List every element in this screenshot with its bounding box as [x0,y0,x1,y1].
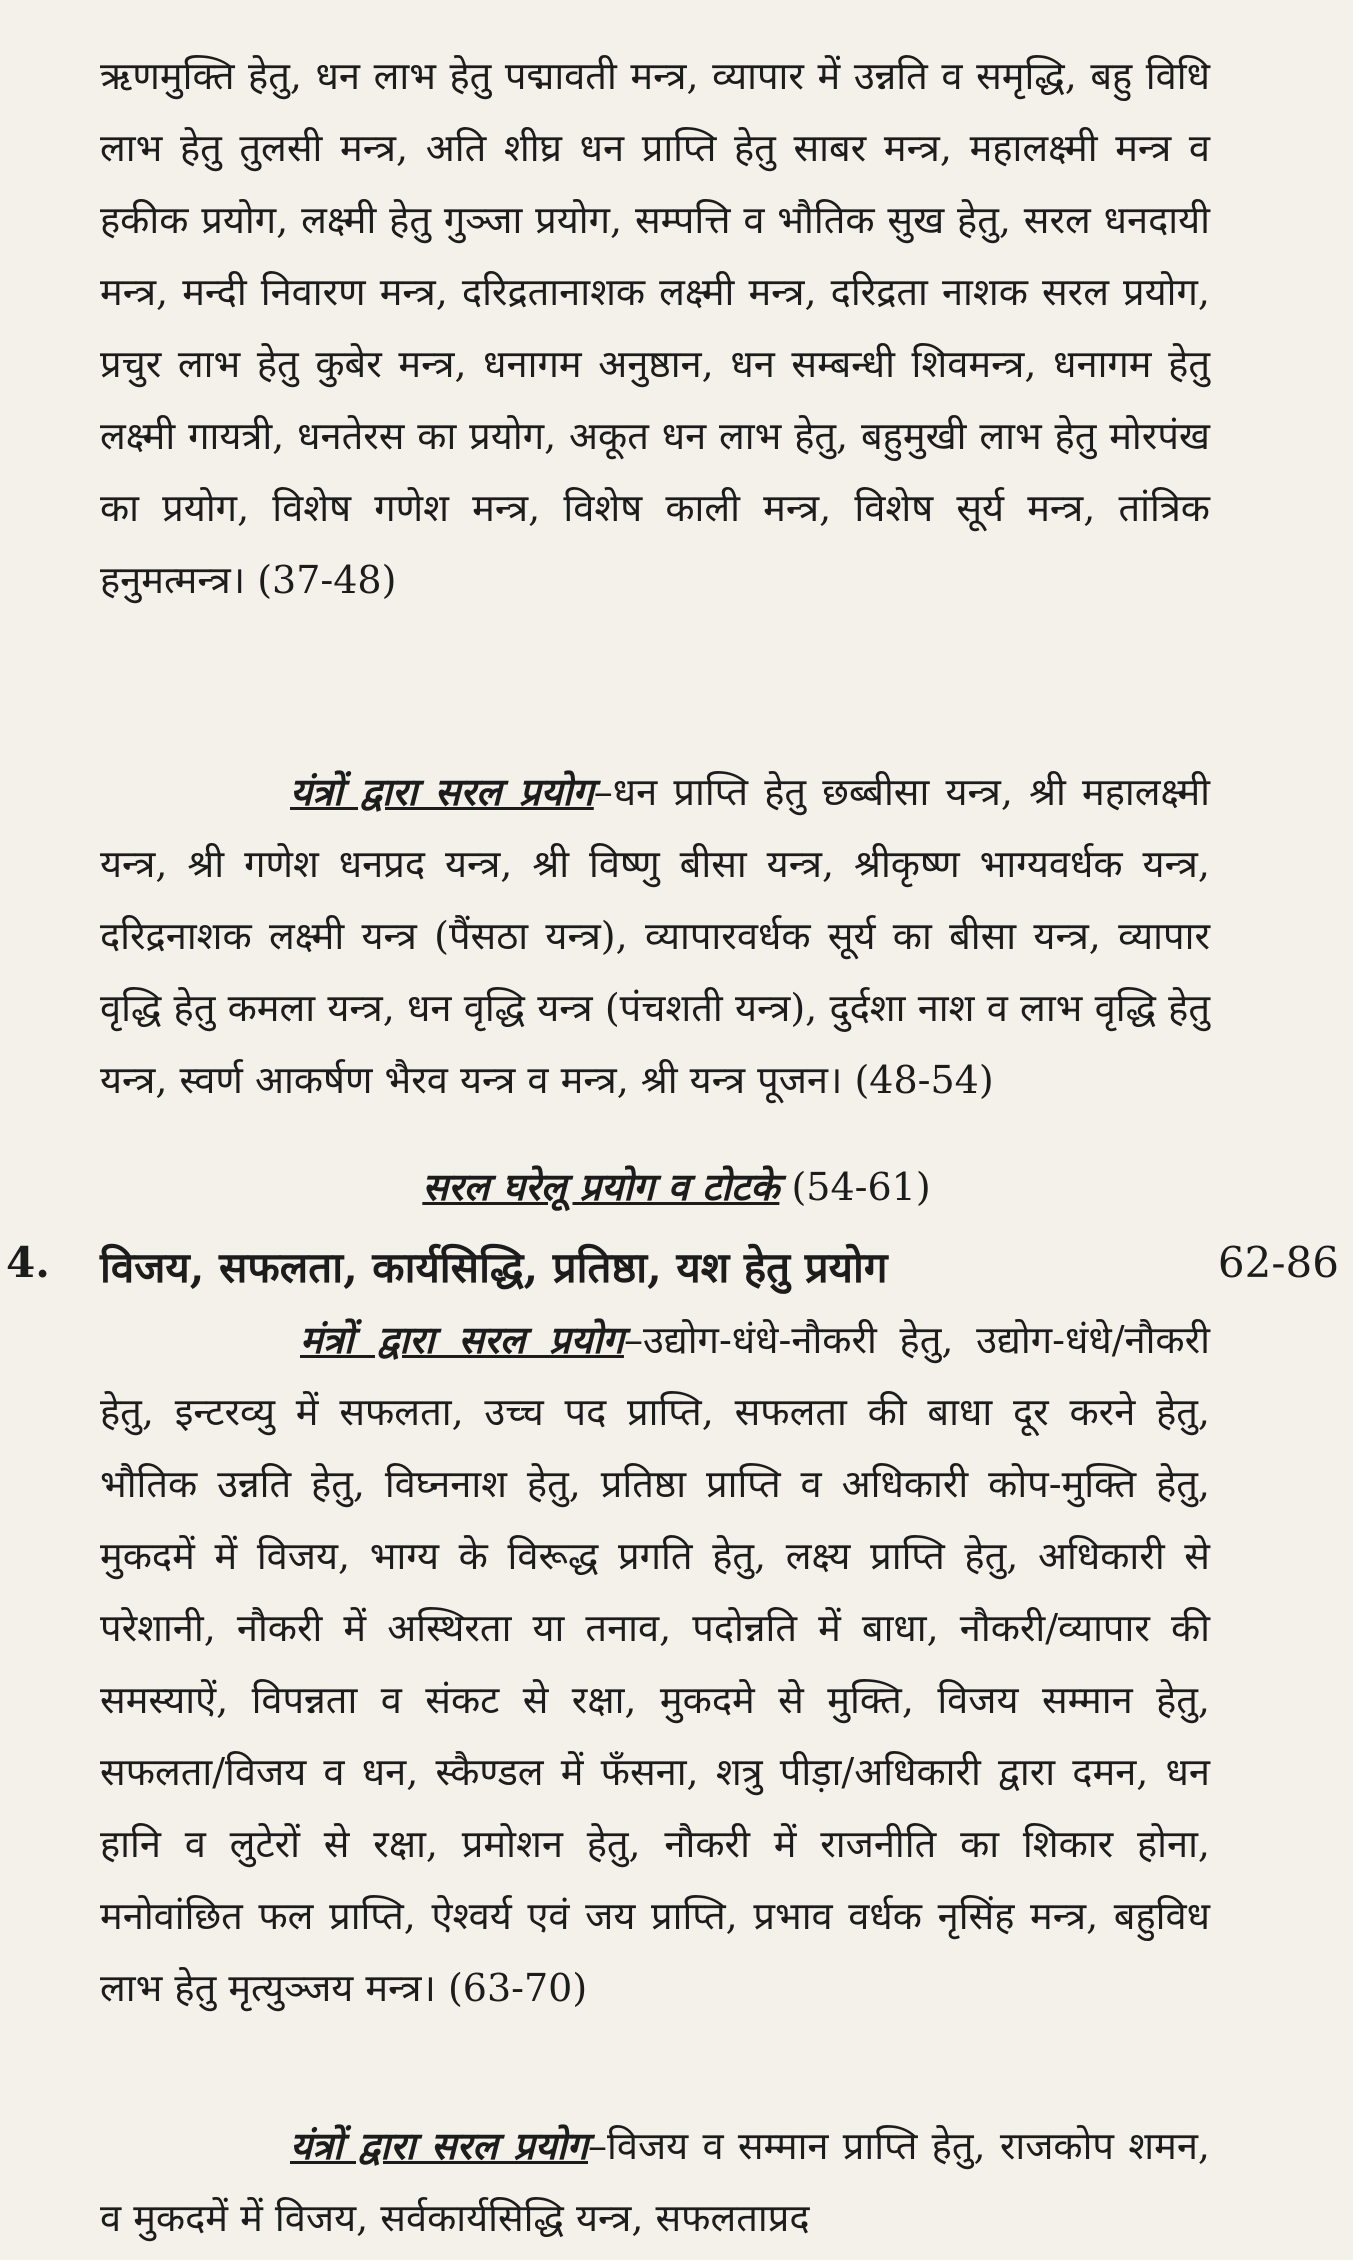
section-4-heading [0,1238,1353,1298]
subheading-yantras: यंत्रों द्वारा सरल प्रयोग [290,769,594,814]
home-remedies-pages: (54-61) [779,1165,931,1209]
section-number: 4. [6,1238,50,1287]
yantras-list-text: –धन प्राप्ति हेतु छब्बीसा यन्त्र, श्री महालक्ष्मी यन्त्र, श्री गणेश धनप्रद यन्त्र, श्री विष्णु बीसा यन्त्र, श्रीकृष्ण भाग्यवर्धक यन्त्र, दरिद्रनाशक लक्ष्मी यन्त्र (पैंसठा यन्त्र), व्यापारवर्धक सूर्य का बीसा यन्त्र, व्यापार वृद्धि हेतु कमला यन्त्र, धन वृद्धि यन्त्र (पंचशती यन्त्र), दुर्दशा नाश व लाभ वृद्धि हेतु यन्त्र, स्वर्ण आकर्षण भैरव यन्त्र व मन्त्र, श्री यन्त्र पूजन। (48-54) [100,770,1211,1102]
home-remedies-line [0,1160,1353,1212]
subheading-yantras-2: यंत्रों द्वारा सरल प्रयोग [290,2123,588,2168]
paragraph-success-yantras [100,2110,1210,2260]
success-mantras-text: –उद्योग-धंधे-नौकरी हेतु, उद्योग-धंधे/नौकरी हेतु, इन्टरव्यु में सफलता, उच्च पद प्राप्ति, सफलता की बाधा दूर करने हेतु, भौतिक उन्नति हेतु, विघ्ननाश हेतु, प्रतिष्ठा प्राप्ति व अधिकारी कोप-मुक्ति हेतु, मुकदमें में विजय, भाग्य के विरूद्ध प्रगति हेतु, लक्ष्य प्राप्ति हेतु, अधिकारी से परेशानी, नौकरी में अस्थिरता या तनाव, पदोन्नति में बाधा, नौकरी/व्यापार की समस्याऐं, विपन्नता व संकट से रक्षा, मुकदमे से मुक्ति, विजय सम्मान हेतु, सफलता/विजय व धन, स्कैण्डल में फँसना, शत्रु पीड़ा/अधिकारी द्वारा दमन, धन हानि व लुटेरों से रक्षा, प्रमोशन हेतु, नौकरी में राजनीति का शिकार होना, मनोवांछित फल प्राप्ति, ऐश्वर्य एवं जय प्राप्ति, प्रभाव वर्धक नृसिंह मन्त्र, बहुविध लाभ हेतु मृत्युञ्जय मन्त्र। (63-70) [100,1318,1210,2010]
section-title: विजय, सफलता, कार्यसिद्धि, प्रतिष्ठा, यश हेतु प्रयोग [100,1243,888,1292]
paragraph-success-mantras [100,1304,1210,2054]
paragraph-money-yantras [100,756,1210,1136]
section-page-range: 62-86 [1217,1238,1339,1287]
subheading-home-remedies: सरल घरेलू प्रयोग व टोटके [422,1164,780,1209]
subheading-mantras: मंत्रों द्वारा सरल प्रयोग [300,1317,624,1362]
paragraph-money-mantras: ऋणमुक्ति हेतु, धन लाभ हेतु पद्मावती मन्त्र, व्यापार में उन्नति व समृद्धि, बहु विधि लाभ हेतु तुलसी मन्त्र, अति शीघ्र धन प्राप्ति हेतु साबर मन्त्र, महालक्ष्मी मन्त्र व हकीक प्रयोग, लक्ष्मी हेतु गुञ्जा प्रयोग, सम्पत्ति व भौतिक सुख हेतु, सरल धनदायी मन्त्र, मन्दी निवारण मन्त्र, दरिद्रतानाशक लक्ष्मी मन्त्र, दरिद्रता नाशक सरल प्रयोग, प्रचुर लाभ हेतु कुबेर मन्त्र, धनागम अनुष्ठान, धन सम्बन्धी शिवमन्त्र, धनागम हेतु लक्ष्मी गायत्री, धनतेरस का प्रयोग, अकूत धन लाभ हेतु, बहुमुखी लाभ हेतु मोरपंख का प्रयोग, विशेष गणेश मन्त्र, विशेष काली मन्त्र, विशेष सूर्य मन्त्र, तांत्रिक हनुमत्मन्त्र। (37-48) [100,54,1210,602]
success-yantras-text: –विजय व सम्मान प्राप्ति हेतु, राजकोप शमन, व मुकदमें में विजय, सर्वकार्यसिद्धि यन्त्र, सफलताप्रद [100,2124,1210,2240]
